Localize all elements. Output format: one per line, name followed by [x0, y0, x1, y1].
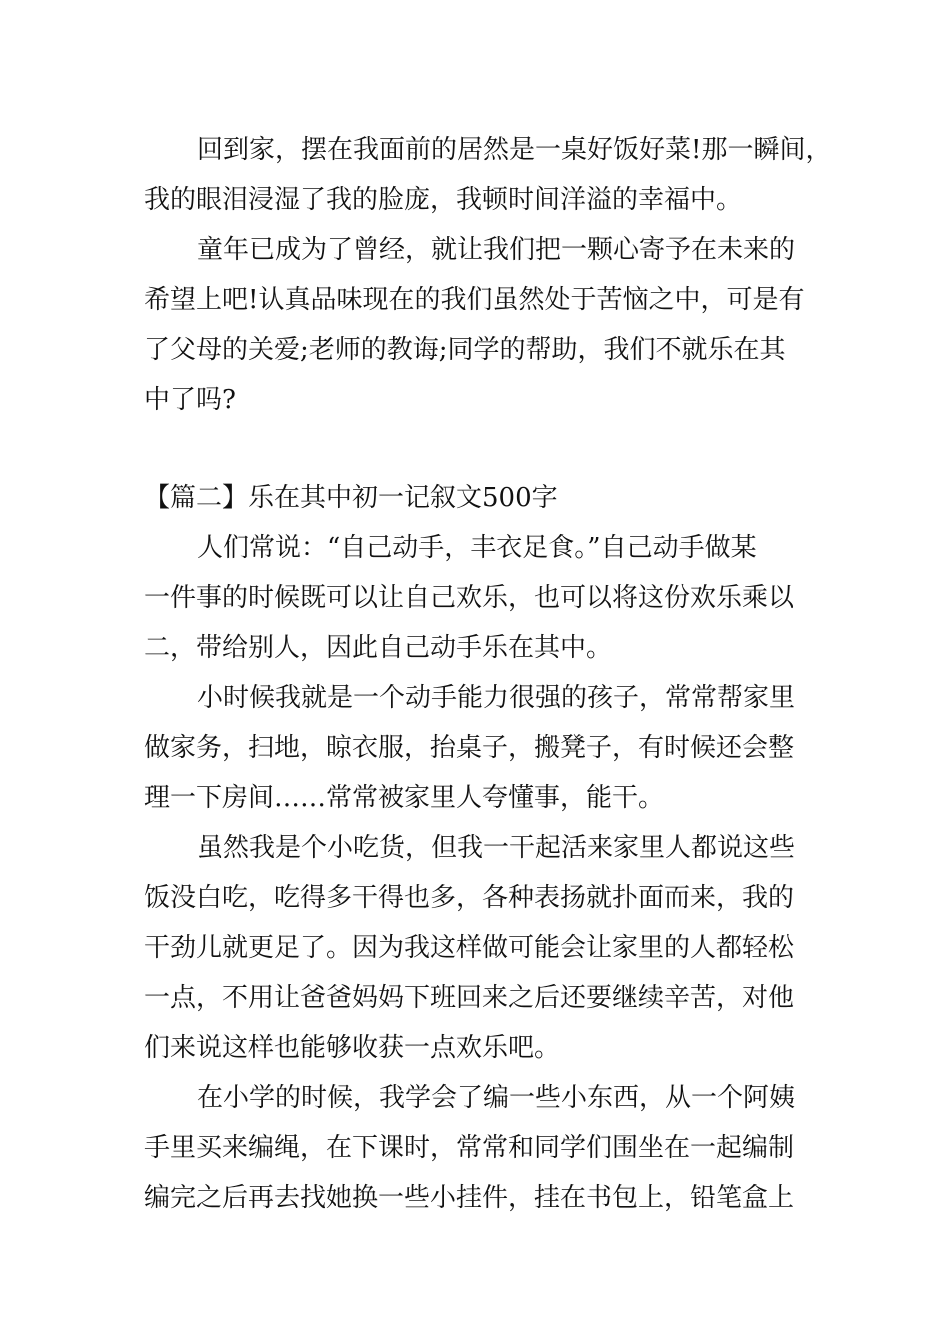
text-line: 我的眼泪浸湿了我的脸庞，我顿时间洋溢的幸福中。 [144, 185, 743, 215]
section-paragraph-4-line-2 [0, 1123, 950, 1173]
text-line: 希望上吧!认真品味现在的我们虽然处于苦恼之中，可是有 [144, 285, 805, 315]
paragraph-2-line-2 [0, 275, 950, 325]
text-line: 童年已成为了曾经，就让我们把一颗心寄予在未来的 [197, 235, 796, 265]
section-paragraph-4-line-3 [0, 1173, 950, 1223]
section-paragraph-2-line-1 [0, 673, 950, 723]
section-paragraph-3-line-4 [0, 973, 950, 1023]
text-line: 编完之后再去找她换一些小挂件，挂在书包上，铅笔盒上 [144, 1183, 795, 1213]
text-line: 做家务，扫地，晾衣服，抬桌子，搬凳子，有时候还会整 [144, 733, 795, 763]
paragraph-1-line-2 [0, 175, 950, 225]
paragraph-2-line-1 [0, 225, 950, 275]
text-line: 回到家，摆在我面前的居然是一桌好饭好菜!那一瞬间， [197, 135, 832, 165]
section-paragraph-2-line-3 [0, 773, 950, 823]
section-heading: 【篇二】乐在其中初一记叙文500字 [144, 483, 558, 513]
text-line: 二，带给别人，因此自己动手乐在其中。 [144, 633, 613, 663]
section-paragraph-2-line-2 [0, 723, 950, 773]
text-line: 们来说这样也能够收获一点欢乐吧。 [144, 1033, 561, 1063]
section-paragraph-3-line-2 [0, 873, 950, 923]
text-line: 一件事的时候既可以让自己欢乐，也可以将这份欢乐乘以 [144, 583, 795, 613]
text-line: 在小学的时候，我学会了编一些小东西，从一个阿姨 [197, 1083, 796, 1113]
text-line: 人们常说：“自己动手，丰衣足食。”自己动手做某 [197, 533, 757, 563]
section-paragraph-1-line-3 [0, 623, 950, 673]
text-line: 了父母的关爱;老师的教诲;同学的帮助，我们不就乐在其 [144, 335, 786, 365]
section-paragraph-3-line-3 [0, 923, 950, 973]
section-paragraph-3-line-5 [0, 1023, 950, 1073]
text-line: 中了吗? [144, 385, 236, 415]
text-line: 小时候我就是一个动手能力很强的孩子，常常帮家里 [197, 683, 796, 713]
text-line: 一点，不用让爸爸妈妈下班回来之后还要继续辛苦，对他 [144, 983, 795, 1013]
text-line: 干劲儿就更足了。因为我这样做可能会让家里的人都轻松 [144, 933, 795, 963]
text-line: 饭没白吃，吃得多干得也多，各种表扬就扑面而来，我的 [144, 883, 795, 913]
section-paragraph-3-line-1 [0, 823, 950, 873]
section-heading-row [0, 473, 950, 523]
section-paragraph-4-line-1 [0, 1073, 950, 1123]
text-line: 理一下房间……常常被家里人夸懂事，能干。 [144, 783, 665, 813]
section-paragraph-1-line-1 [0, 523, 950, 573]
paragraph-2-line-4 [0, 375, 950, 425]
paragraph-1-line-1 [0, 125, 950, 175]
paragraph-2-line-3 [0, 325, 950, 375]
text-line: 虽然我是个小吃货，但我一干起活来家里人都说这些 [197, 833, 796, 863]
section-paragraph-1-line-2 [0, 573, 950, 623]
text-line: 手里买来编绳，在下课时，常常和同学们围坐在一起编制 [144, 1133, 795, 1163]
